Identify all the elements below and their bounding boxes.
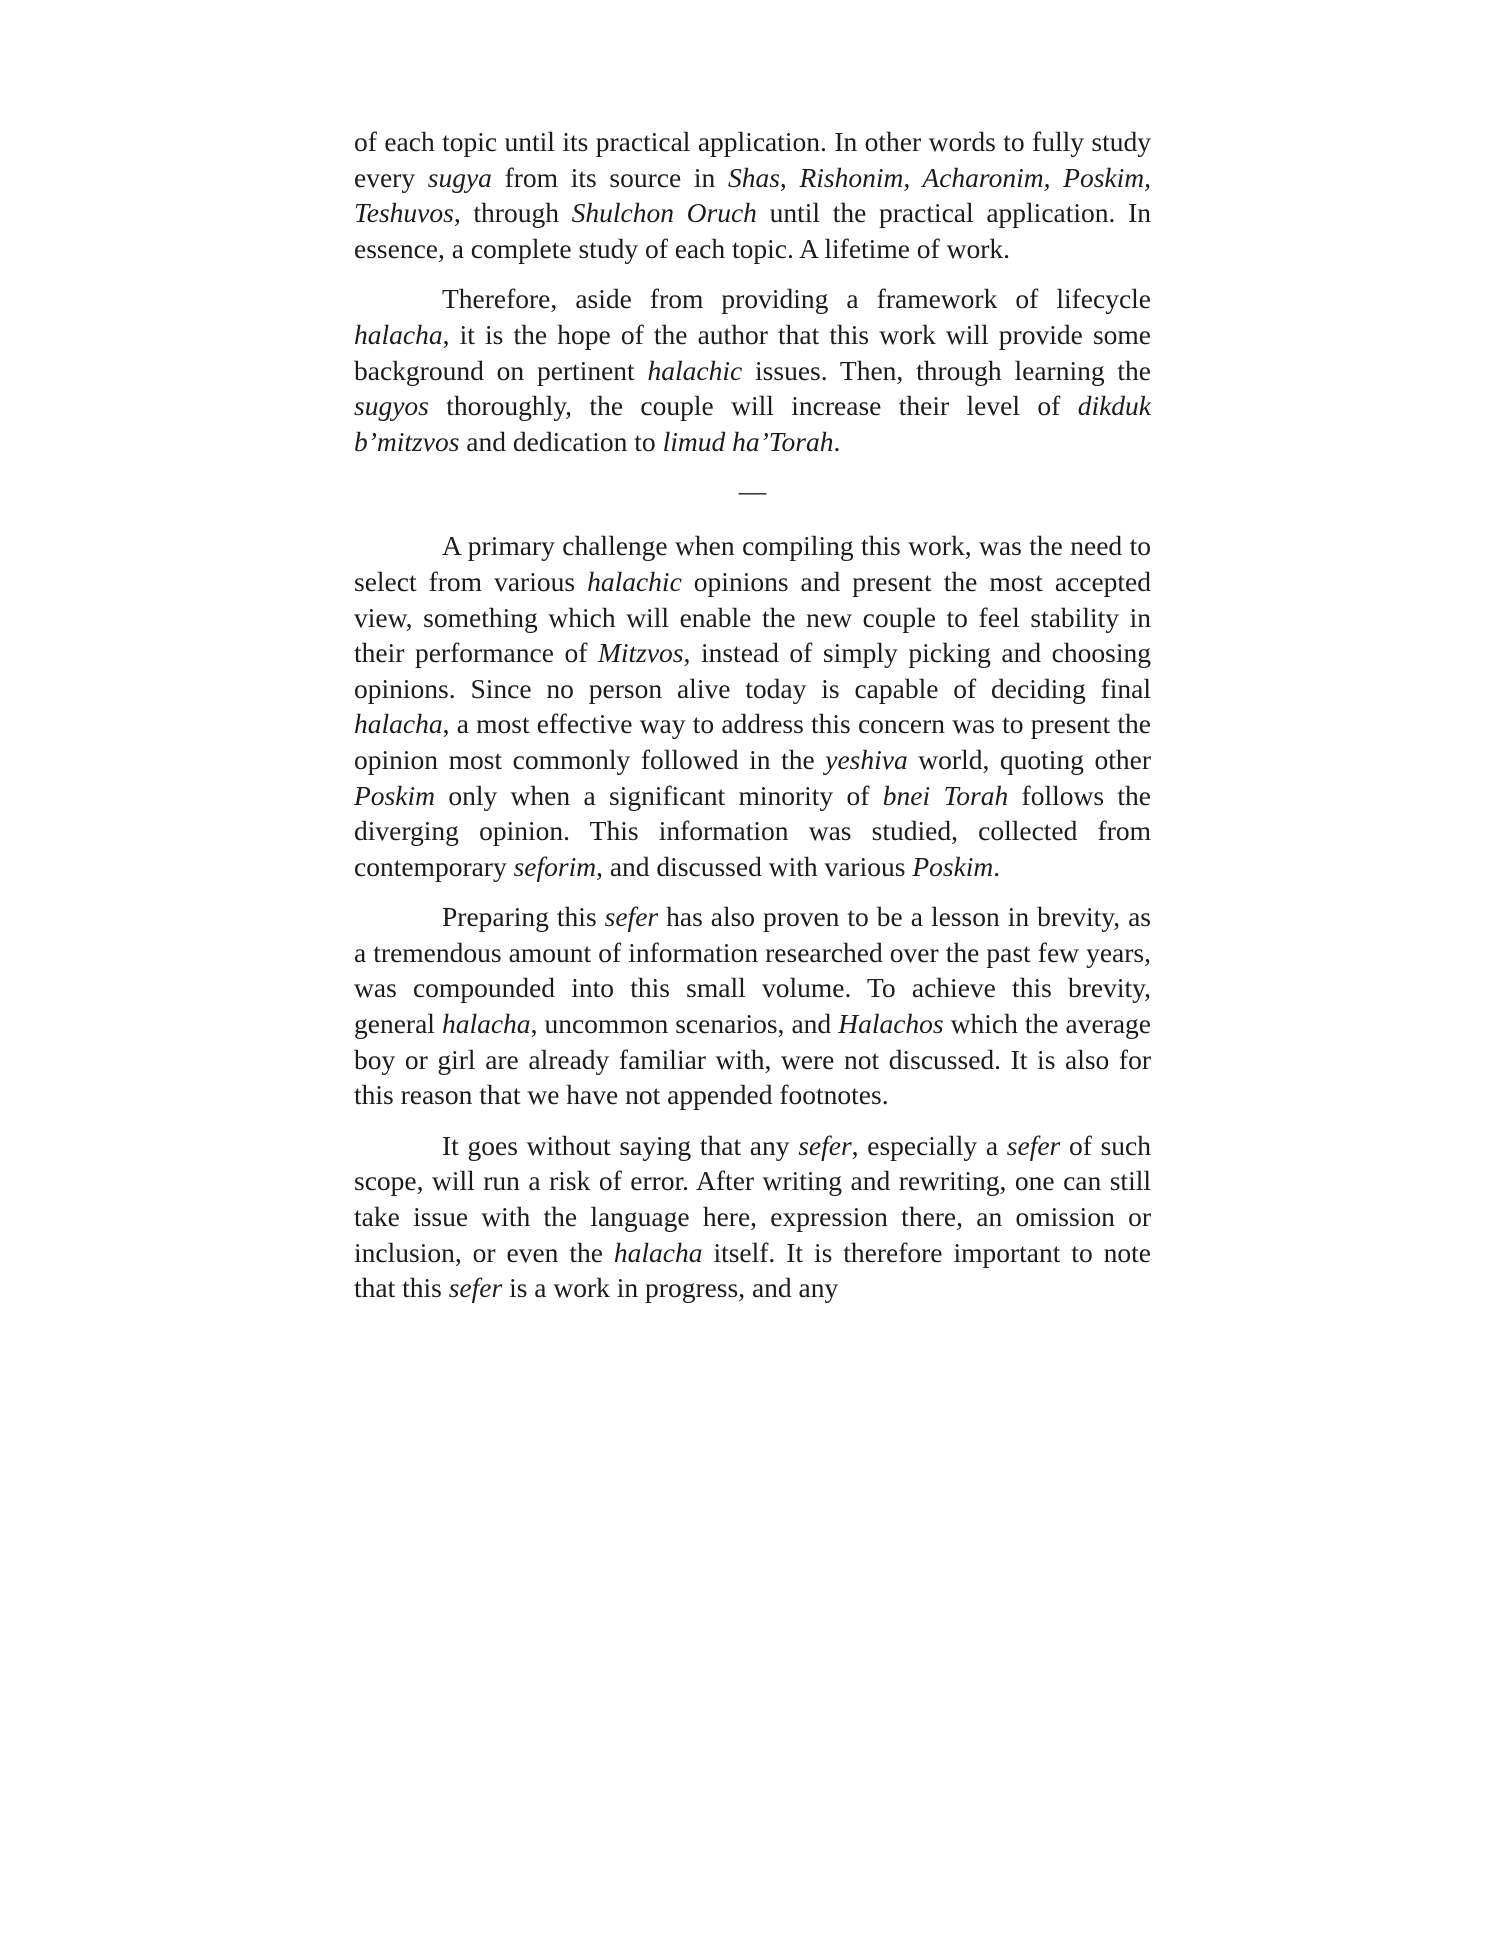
italic-term: sefer xyxy=(798,1129,852,1161)
text-run: and dedication to xyxy=(459,425,663,457)
text-run: It goes without saying that any xyxy=(442,1129,799,1161)
text-run: has also proven to be a lesson in brevity, as a tremendous amount of information researched over the past few years, was compounded into this small volume. To achieve this brevity, general xyxy=(354,901,1151,1040)
italic-term: halachic xyxy=(647,354,743,386)
text-run: of each topic until its practical application. In other words to fully study every xyxy=(354,126,1151,193)
italic-term: Rishonim, Acharonim, Poskim, Teshuvos xyxy=(354,161,1151,229)
italic-term: halacha xyxy=(354,708,443,740)
body-paragraph xyxy=(354,528,1151,884)
text-run: itself. It is therefore important to note that this xyxy=(354,1236,1151,1304)
text-run: , instead of simply picking and choosing opinions. Since no person alive today is capable of deciding final xyxy=(354,637,1151,704)
text-run: Preparing this xyxy=(442,901,605,933)
text-run: . xyxy=(993,850,1001,882)
italic-term: Shulchon Oruch xyxy=(571,197,757,229)
text-run: follows the diverging opinion. This information was studied, collected from contemporary xyxy=(354,779,1151,882)
italic-term: halacha xyxy=(354,318,443,350)
body-paragraph xyxy=(354,281,1151,459)
text-run: , it is the hope of the author that this work will provide some background on pertinent xyxy=(354,318,1151,386)
text-run: which the average boy or girl are already familiar with, were not discussed. It is also for this reason that we have not appended footnotes. xyxy=(354,1008,1151,1111)
italic-term: Halachos xyxy=(838,1008,944,1040)
italic-term: halacha xyxy=(441,1008,531,1040)
italic-term: sefer xyxy=(604,901,659,933)
text-run: issues. Then, through learning the xyxy=(742,354,1151,386)
text-run: opinions and present the most accepted view, something which will enable the new couple to feel stability in their performance of xyxy=(354,565,1151,669)
italic-term: Poskim xyxy=(912,850,994,882)
text-run: , and discussed with various xyxy=(596,850,913,882)
italic-term: Poskim xyxy=(354,779,435,811)
text-run: , through xyxy=(453,197,572,229)
page-body xyxy=(354,124,1151,1321)
italic-term: Shas xyxy=(727,161,780,193)
italic-term: sefer xyxy=(1006,1129,1061,1161)
text-run: from its source in xyxy=(491,161,728,193)
text-run: is a work in progress, and any xyxy=(502,1272,839,1304)
text-run: Therefore, aside from providing a framework of lifecycle xyxy=(442,283,1151,315)
italic-term: seforim xyxy=(513,850,597,882)
italic-term: bnei Torah xyxy=(882,779,1009,811)
text-run: , uncommon scenarios, and xyxy=(530,1008,839,1040)
italic-term: sugya xyxy=(427,161,492,193)
italic-term: sugyos xyxy=(354,390,429,422)
text-run: , especially a xyxy=(851,1129,1007,1161)
section-separator: — xyxy=(738,475,767,507)
italic-term: halacha xyxy=(613,1236,703,1268)
text-run: only when a significant minority of xyxy=(434,779,883,811)
italic-term: sefer xyxy=(448,1272,503,1304)
italic-term: Mitzvos xyxy=(597,637,684,669)
italic-term: dikduk b’mitzvos xyxy=(354,390,1151,457)
italic-term: limud ha’Torah xyxy=(662,425,834,457)
text-run: world, quoting other xyxy=(907,743,1151,775)
body-paragraph xyxy=(354,899,1151,1113)
text-run: , xyxy=(779,161,800,193)
italic-term: halachic xyxy=(587,565,682,597)
text-run: A primary challenge when compiling this work, was the need to select from various xyxy=(354,530,1151,597)
text-run: until the practical application. In essence, a complete study of each topic. A lifetime of work. xyxy=(354,197,1151,264)
text-run: of such scope, will run a risk of error. After writing and rewriting, one can still take issue with the language here, expression there, an omission or inclusion, or even the xyxy=(354,1129,1151,1268)
italic-term: yeshiva xyxy=(825,743,908,775)
body-paragraph xyxy=(354,124,1151,266)
text-run: thoroughly, the couple will increase their level of xyxy=(428,390,1078,422)
text-run: , a most effective way to address this concern was to present the opinion most commonly followed in the xyxy=(354,708,1151,775)
body-paragraph xyxy=(354,1128,1151,1306)
text-run: . xyxy=(833,425,841,457)
